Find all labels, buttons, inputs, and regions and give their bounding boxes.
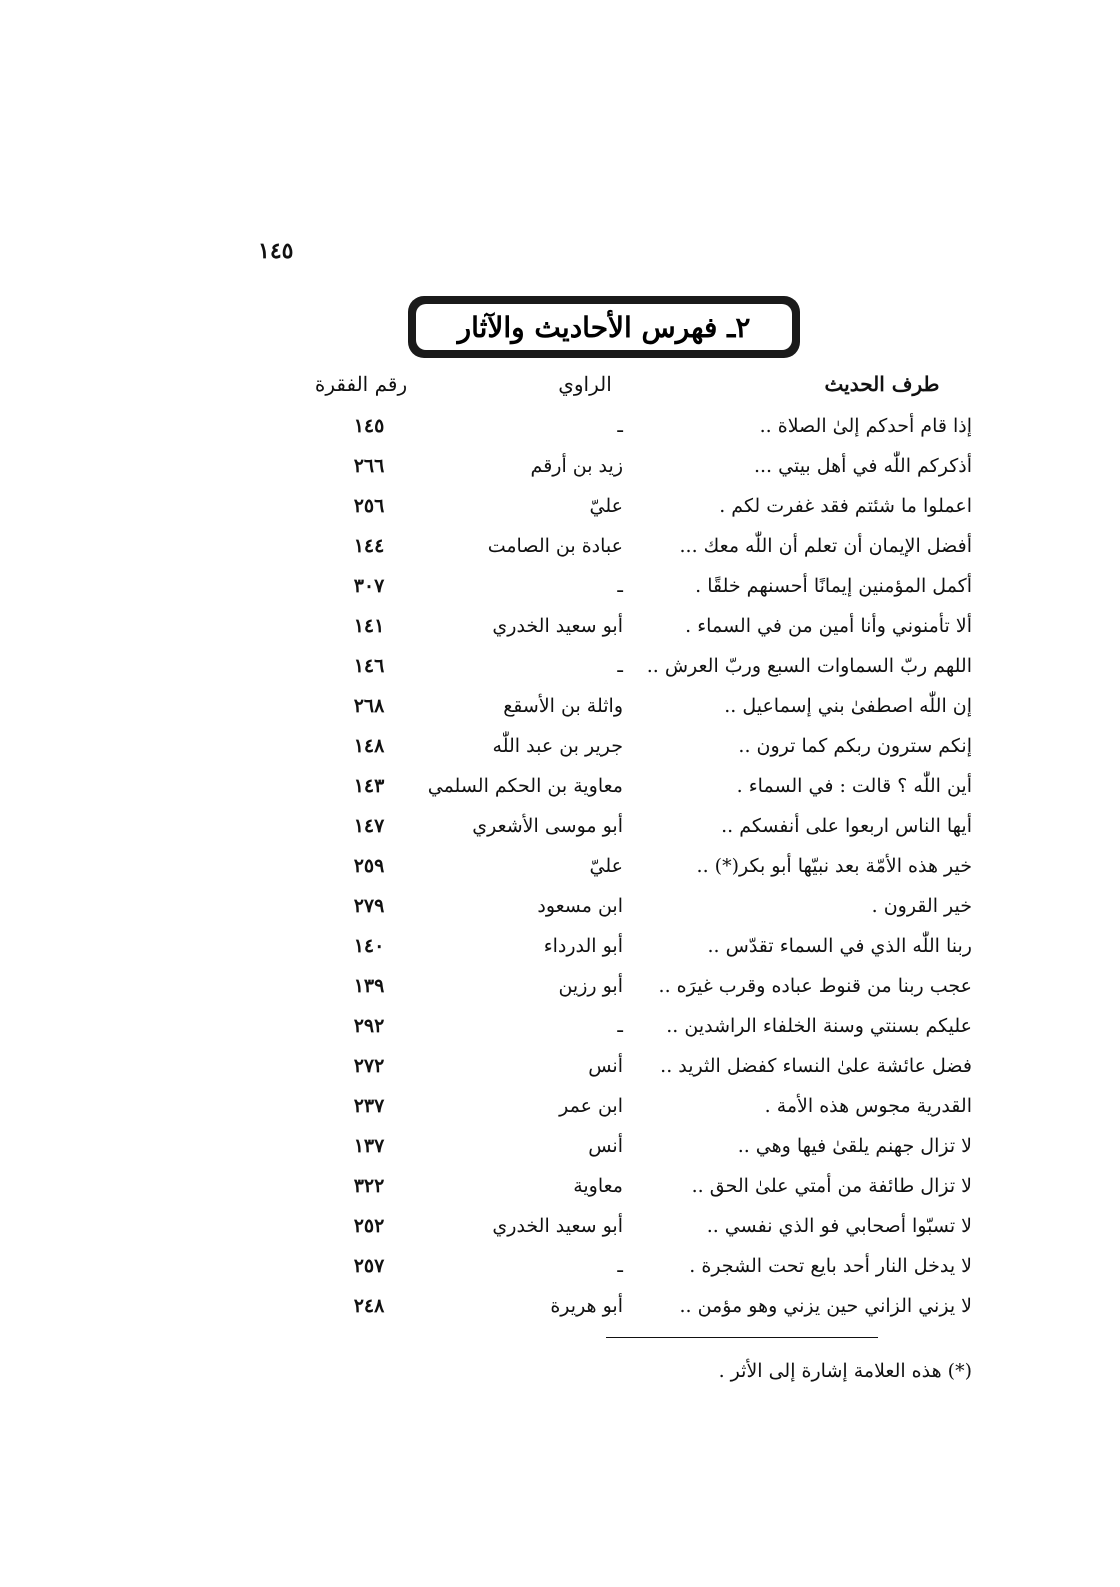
hadith-text: أيها الناس اربعوا على أنفسكم ..	[721, 815, 972, 837]
hadith-text: لا تسبّوا أصحابي فو الذي نفسي ..	[706, 1215, 972, 1237]
table-row	[0, 1050, 1120, 1088]
header-hadith: طرف الحديث	[824, 372, 940, 396]
paragraph-number: ١٤١	[353, 615, 385, 637]
title-box	[408, 296, 800, 358]
paragraph-number: ١٤٤	[353, 535, 385, 557]
narrator: أبو سعيد الخدري	[492, 1215, 623, 1237]
table-row	[0, 490, 1120, 528]
table-row	[0, 1170, 1120, 1208]
narrator: عليّ	[589, 495, 623, 517]
paragraph-number: ٢٣٧	[353, 1095, 385, 1117]
narrator: زيد بن أرقم	[530, 455, 623, 477]
hadith-text: لا يزني الزاني حين يزني وهو مؤمن ..	[679, 1295, 972, 1317]
narrator: أبو الدرداء	[543, 935, 623, 957]
paragraph-number: ٣٠٧	[353, 575, 385, 597]
paragraph-number: ١٤٥	[353, 415, 385, 437]
hadith-text: إنكم سترون ربكم كما ترون ..	[738, 735, 972, 757]
hadith-text: فضل عائشة علىٰ النساء كفضل الثريد ..	[660, 1055, 972, 1077]
hadith-text: عجب ربنا من قنوط عباده وقرب غيرَه ..	[658, 975, 972, 997]
paragraph-number: ٢٥٦	[353, 495, 385, 517]
table-row	[0, 1130, 1120, 1168]
table-row	[0, 890, 1120, 928]
hadith-text: لا تزال طائفة من أمتي علىٰ الحق ..	[691, 1175, 972, 1197]
table-row	[0, 610, 1120, 648]
paragraph-number: ٢٤٨	[353, 1295, 385, 1317]
narrator: أنس	[588, 1055, 623, 1077]
table-row	[0, 850, 1120, 888]
table-row	[0, 1250, 1120, 1288]
paragraph-number: ١٤٣	[353, 775, 385, 797]
hadith-text: خير هذه الأمّة بعد نبيّها أبو بكر(*) ..	[696, 855, 972, 877]
paragraph-number: ١٣٧	[353, 1135, 385, 1157]
table-row	[0, 570, 1120, 608]
footnote: (*) هذه العلامة إشارة إلى الأثر .	[718, 1360, 972, 1382]
page-title: ٢ـ فهرس الأحاديث والآثار	[416, 304, 792, 350]
narrator: أبو رزين	[558, 975, 623, 997]
narrator: أنس	[588, 1135, 623, 1157]
table-row	[0, 410, 1120, 448]
narrator: عليّ	[589, 855, 623, 877]
hadith-text: لا تزال جهنم يلقىٰ فيها وهي ..	[737, 1135, 972, 1157]
hadith-text: القدرية مجوس هذه الأمة .	[764, 1095, 972, 1117]
paragraph-number: ٢٦٦	[353, 455, 385, 477]
hadith-text: ألا تأمنوني وأنا أمين من في السماء .	[685, 615, 972, 637]
paragraph-number: ٢٩٢	[353, 1015, 385, 1037]
paragraph-number: ١٤٠	[353, 935, 385, 957]
paragraph-number: ٢٧٢	[353, 1055, 385, 1077]
table-row	[0, 770, 1120, 808]
paragraph-number: ١٤٨	[353, 735, 385, 757]
table-row	[0, 1210, 1120, 1248]
footnote-divider	[606, 1337, 878, 1338]
narrator: معاوية	[573, 1175, 623, 1197]
table-row	[0, 930, 1120, 968]
paragraph-number: ٢٦٨	[353, 695, 385, 717]
hadith-text: ربنا اللّٰه الذي في السماء تقدّس ..	[707, 935, 972, 957]
paragraph-number: ٣٢٢	[353, 1175, 385, 1197]
narrator: ابن عمر	[559, 1095, 623, 1117]
hadith-text: أفضل الإيمان أن تعلم أن اللّٰه معك ...	[679, 535, 972, 557]
paragraph-number: ٢٥٧	[353, 1255, 385, 1277]
narrator: ـ	[617, 415, 623, 437]
hadith-text: أذكركم اللّٰه في أهل بيتي ...	[753, 455, 972, 477]
hadith-text: عليكم بسنتي وسنة الخلفاء الراشدين ..	[666, 1015, 972, 1037]
narrator: ابن مسعود	[537, 895, 623, 917]
narrator: واثلة بن الأسقع	[503, 695, 623, 717]
hadith-text: اللهم ربّ السماوات السبع وربّ العرش ..	[646, 655, 972, 677]
header-narrator: الراوي	[558, 372, 612, 396]
table-header	[0, 372, 1120, 402]
hadith-text: إن اللّٰه اصطفىٰ بني إسماعيل ..	[724, 695, 972, 717]
hadith-text: خير القرون .	[871, 895, 972, 917]
table-row	[0, 810, 1120, 848]
paragraph-number: ٢٥٩	[353, 855, 385, 877]
narrator: ـ	[617, 1255, 623, 1277]
hadith-text: أين اللّٰه ؟ قالت : في السماء .	[736, 775, 972, 797]
table-row	[0, 530, 1120, 568]
narrator: عبادة بن الصامت	[487, 535, 623, 557]
hadith-text: لا يدخل النار أحد بايع تحت الشجرة .	[689, 1255, 972, 1277]
narrator: ـ	[617, 655, 623, 677]
table-row	[0, 730, 1120, 768]
narrator: ـ	[617, 575, 623, 597]
hadith-text: إذا قام أحدكم إلىٰ الصلاة ..	[759, 415, 972, 437]
page-number: ١٤٥	[258, 238, 294, 264]
paragraph-number: ١٤٧	[353, 815, 385, 837]
narrator: معاوية بن الحكم السلمي	[427, 775, 623, 797]
narrator: ـ	[617, 1015, 623, 1037]
header-paragraph-number: رقم الفقرة	[314, 372, 408, 396]
paragraph-number: ١٤٦	[353, 655, 385, 677]
narrator: أبو هريرة	[550, 1295, 623, 1317]
hadith-text: اعملوا ما شئتم فقد غفرت لكم .	[719, 495, 972, 517]
paragraph-number: ١٣٩	[353, 975, 385, 997]
hadith-text: أكمل المؤمنين إيمانًا أحسنهم خلقًا .	[695, 575, 972, 597]
table-row	[0, 690, 1120, 728]
narrator: أبو موسى الأشعري	[472, 815, 623, 837]
narrator: جرير بن عبد اللّٰه	[492, 735, 623, 757]
narrator: أبو سعيد الخدري	[492, 615, 623, 637]
paragraph-number: ٢٥٢	[353, 1215, 385, 1237]
table-row	[0, 450, 1120, 488]
table-row	[0, 1290, 1120, 1328]
table-row	[0, 650, 1120, 688]
table-row	[0, 1090, 1120, 1128]
table-row	[0, 970, 1120, 1008]
table-row	[0, 1010, 1120, 1048]
paragraph-number: ٢٧٩	[353, 895, 385, 917]
